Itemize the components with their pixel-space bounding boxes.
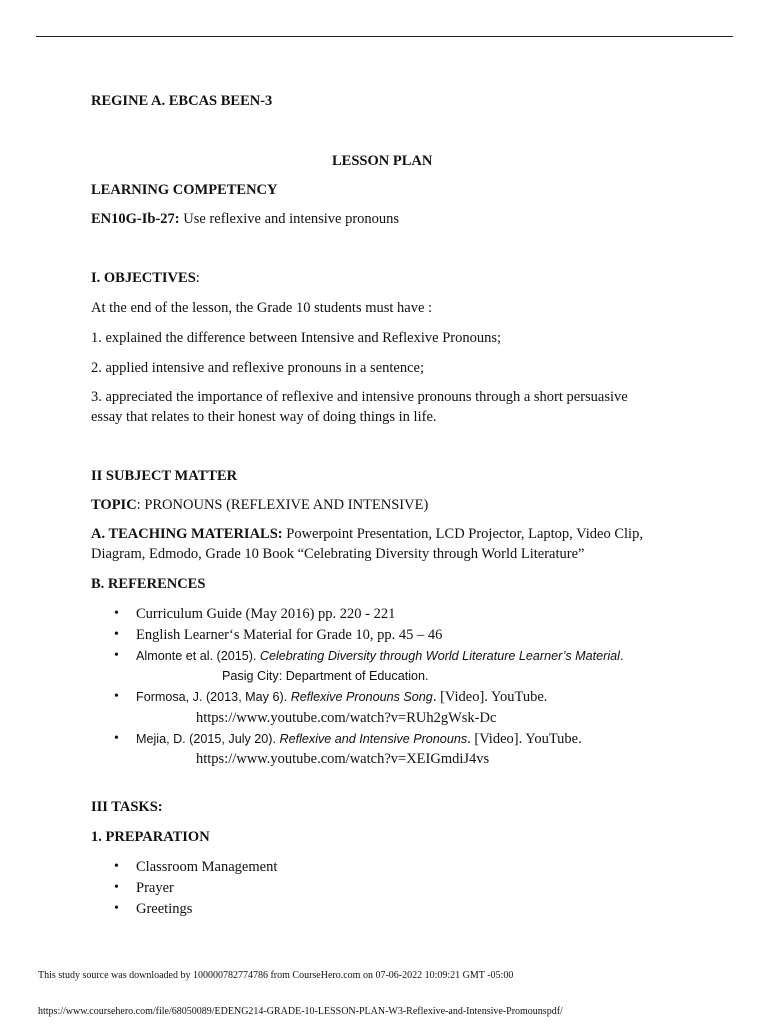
reference-item: Curriculum Guide (May 2016) pp. 220 - 221 (136, 606, 396, 622)
materials-text: Powerpoint Presentation, LCD Projector, Laptop, Video Clip, (282, 526, 643, 542)
objectives-colon: : (195, 270, 200, 286)
materials-line (91, 526, 643, 543)
reference-item (136, 731, 582, 748)
bullet-glyph: • (114, 648, 119, 663)
preparation-heading: 1. PREPARATION (91, 829, 210, 845)
materials-label: A. TEACHING MATERIALS: (91, 526, 283, 542)
bullet-glyph: • (114, 606, 119, 621)
reference-line2: Pasig City: Department of Education. (222, 669, 429, 683)
reference-author: Almonte et al. (2015). (136, 649, 260, 663)
bullet-glyph: • (114, 731, 119, 746)
task-item: Classroom Management (136, 859, 278, 875)
topic-value: : PRONOUNS (REFLEXIVE AND INTENSIVE) (136, 497, 429, 513)
objective-item: 3. appreciated the importance of reflexive and intensive pronouns through a short persuasive (91, 389, 628, 405)
materials-line-continued: Diagram, Edmodo, Grade 10 Book “Celebrating Diversity through World Literature” (91, 546, 585, 562)
reference-title: Reflexive Pronouns Song (290, 690, 433, 704)
reference-author: Mejia, D. (2015, July 20). (136, 732, 280, 746)
bullet-glyph: • (114, 859, 119, 874)
bullet-glyph: • (114, 880, 119, 895)
top-divider (36, 36, 733, 37)
reference-rest: . (619, 649, 624, 663)
objectives-intro: At the end of the lesson, the Grade 10 students must have : (91, 300, 433, 316)
competency-code: EN10G-Ib-27: (91, 211, 180, 227)
objective-item: 2. applied intensive and reflexive pronouns in a sentence; (91, 360, 424, 376)
reference-rest: . [Video]. YouTube. (467, 731, 582, 747)
objectives-heading-line (91, 270, 200, 287)
reference-item: English Learner‘s Material for Grade 10, pp. 45 – 46 (136, 627, 443, 643)
reference-title: Celebrating Diversity through World Literature Learner’s Material (259, 649, 620, 663)
bullet-glyph: • (114, 627, 119, 642)
source-notice: This study source was downloaded by 100000782774786 from CourseHero.com on 07-06-2022 10:09:21 GMT -05:00 (38, 970, 514, 981)
task-item: Greetings (136, 901, 193, 917)
reference-url: https://www.youtube.com/watch?v=RUh2gWsk-Dc (196, 710, 497, 726)
competency-text: Use reflexive and intensive pronouns (179, 211, 400, 227)
topic-line (91, 497, 428, 514)
reference-url: https://www.youtube.com/watch?v=XEIGmdiJ4vs (196, 751, 490, 767)
reference-item (136, 649, 623, 663)
tasks-heading: III TASKS: (91, 799, 163, 815)
competency-heading: LEARNING COMPETENCY (91, 182, 278, 198)
competency-line (91, 211, 399, 228)
topic-label: TOPIC (91, 497, 137, 513)
reference-item (136, 689, 547, 706)
objective-item: 1. explained the difference between Intensive and Reflexive Pronouns; (91, 330, 502, 346)
source-url[interactable]: https://www.coursehero.com/file/68050089/EDENG214-GRADE-10-LESSON-PLAN-W3-Reflexive-and-Intensive-Promounspdf/ (38, 1006, 563, 1017)
reference-title: Reflexive and Intensive Pronouns (279, 732, 468, 746)
objectives-heading: I. OBJECTIVES (91, 270, 196, 286)
bullet-glyph: • (114, 689, 119, 704)
reference-rest: . [Video]. YouTube. (432, 689, 548, 705)
page-title: LESSON PLAN (332, 153, 433, 169)
references-heading: B. REFERENCES (91, 576, 206, 592)
reference-author: Formosa, J. (2013, May 6). (136, 690, 291, 704)
objective-item-continued: essay that relates to their honest way of doing things in life. (91, 409, 437, 425)
subject-matter-heading: II SUBJECT MATTER (91, 468, 238, 484)
bullet-glyph: • (114, 901, 119, 916)
task-item: Prayer (136, 880, 174, 896)
author-line: REGINE A. EBCAS BEEN-3 (91, 93, 273, 109)
